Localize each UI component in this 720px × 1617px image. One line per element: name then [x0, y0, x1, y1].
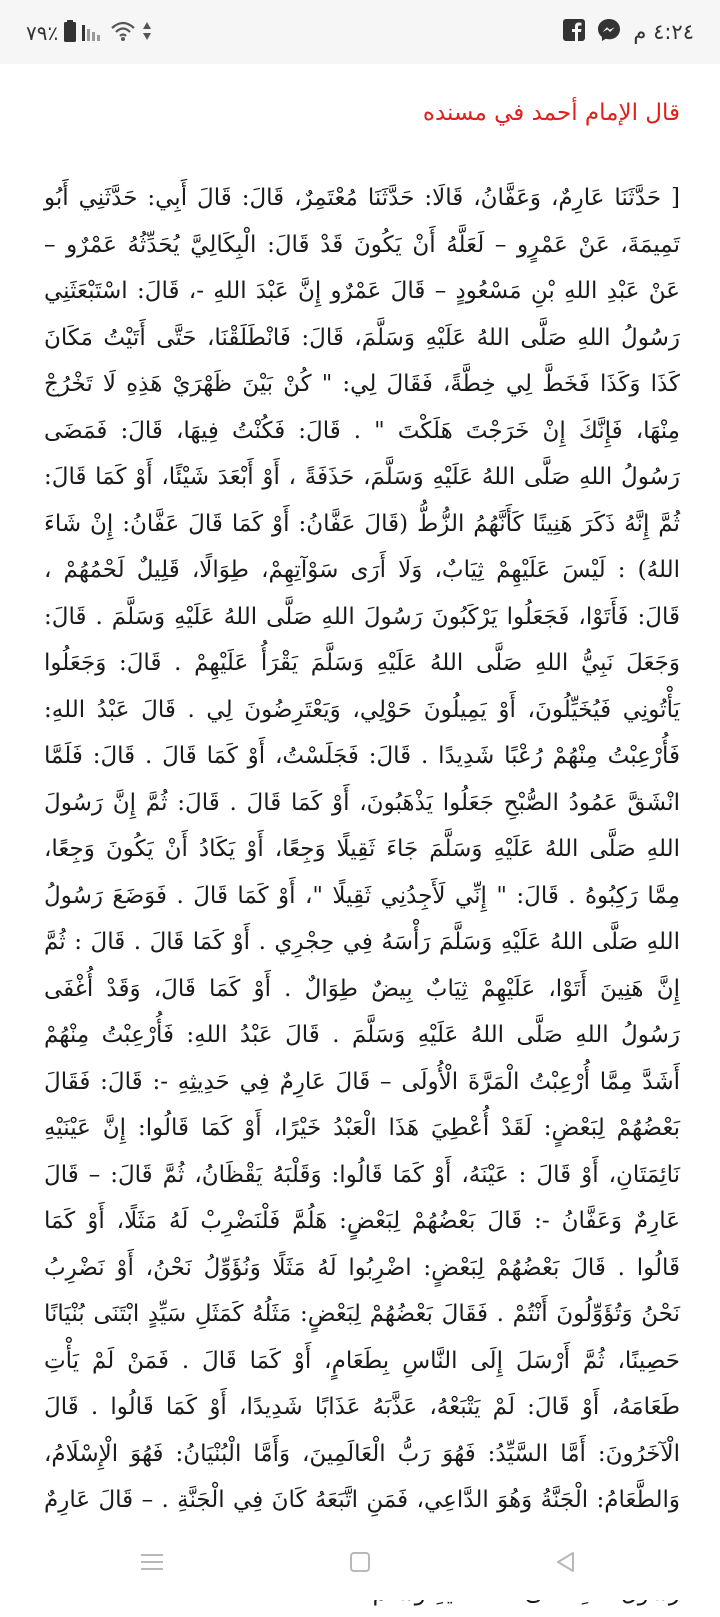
- page-title: قال الإمام أحمد في مسنده: [423, 100, 680, 126]
- battery-percentage: ٧٩٪: [26, 21, 58, 45]
- status-bar: [0, 0, 720, 64]
- data-arrows-icon: [142, 20, 152, 47]
- signal-icon: [82, 21, 104, 46]
- status-icons: [26, 20, 152, 46]
- status-right: [563, 18, 694, 46]
- navigation-bar: [0, 1524, 720, 1600]
- home-icon[interactable]: [340, 1542, 380, 1582]
- hadith-text: [ حَدَّثَنَا عَارِمٌ، وَعَفَّانُ، قَالَا: حَدَّثَنَا مُعْتَمِرٌ، قَالَ: قَالَ أَبِي: حَدَّثَنِي أَبُو تَمِيمَةَ، عَنْ عَمْرٍو – لَعَلَّهُ أَنْ يَكُونَ قَدْ قَالَ: الْبِكَالِيَّ يُحَدِّثُهُ عَمْرٌو – عَنْ عَبْدِ اللهِ بْنِ مَسْعُودٍ – قَالَ عَمْرٌو إِنَّ عَبْدَ اللهِ -، قَالَ: اسْتَبْعَثَنِي رَسُولُ اللهِ صَلَّى اللهُ عَلَيْهِ وَسَلَّمَ، قَالَ: فَانْطَلَقْنَا، حَتَّى أَتَيْتُ مَكَانَ كَذَا وَكَذَا فَخَطَّ لِي خِطَّةً، فَقَالَ لِي: " كُنْ بَيْنَ ظَهْرَيْ هَذِهِ لَا تَخْرُجْ مِنْهَا، فَإِنَّكَ إِنْ خَرَجْتَ هَلَكْتَ " . قَالَ: فَكُنْتُ فِيهَا، قَالَ: فَمَضَى رَسُولُ اللهِ صَلَّى اللهُ عَلَيْهِ وَسَلَّمَ، حَذَفَةً ، أَوْ أَبْعَدَ شَيْئًا، أَوْ كَمَا قَالَ: ثُمَّ إِنَّهُ ذَكَرَ هَنِينًا كَأَنَّهُمُ الزُّطُّ (قَالَ عَفَّانُ: أَوْ كَمَا قَالَ عَفَّانُ: إِنْ شَاءَ اللهُ) : لَيْسَ عَلَيْهِمْ ثِيَابٌ، وَلَا أَرَى سَوْآتِهِمْ، طِوَالًا، قَلِيلٌ لَحْمُهُمْ ، قَالَ: فَأَتَوْا، فَجَعَلُوا يَرْكَبُونَ رَسُولَ اللهِ صَلَّى اللهُ عَلَيْهِ وَسَلَّمَ . قَالَ: وَجَعَلَ نَبِيُّ اللهِ صَلَّى اللهُ عَلَيْهِ وَسَلَّمَ يَقْرَأُ عَلَيْهِمْ . قَالَ: وَجَعَلُوا يَأْتُونِي فَيُخَيِّلُونَ، أَوْ يَمِيلُونَ حَوْلِي، وَيَعْتَرِضُونَ لِي . قَالَ عَبْدُ اللهِ: فَأُرْعِبْتُ مِنْهُمْ رُعْبًا شَدِيدًا . قَالَ: فَجَلَسْتُ، أَوْ كَمَا قَالَ . قَالَ: فَلَمَّا انْشَقَّ عَمُودُ الصُّبْحِ جَعَلُوا يَذْهَبُونَ، أَوْ كَمَا قَالَ . قَالَ: ثُمَّ إِنَّ رَسُولَ اللهِ صَلَّى اللهُ عَلَيْهِ وَسَلَّمَ جَاءَ ثَقِيلًا وَجِعًا، أَوْ يَكَادُ أَنْ يَكُونَ وَجِعًا، مِمَّا رَكِبُوهُ . قَالَ: " إِنِّي لَأَجِدُنِي ثَقِيلًا "، أَوْ كَمَا قَالَ . فَوَضَعَ رَسُولُ اللهِ صَلَّى اللهُ عَلَيْهِ وَسَلَّمَ رَأْسَهُ فِي حِجْرِي . أَوْ كَمَا قَالَ . قَالَ : ثُمَّ إِنَّ هَنِينَ أَتَوْا، عَلَيْهِمْ ثِيَابٌ بِيضٌ طِوَالٌ . أَوْ كَمَا قَالَ، وَقَدْ أُغْفَى رَسُولُ اللهِ صَلَّى اللهُ عَلَيْهِ وَسَلَّمَ . قَالَ عَبْدُ اللهِ: فَأُرْعِبْتُ مِنْهُمْ أَشَدَّ مِمَّا أُرْعِبْتُ الْمَرَّةَ الْأُولَى – قَالَ عَارِمٌ فِي حَدِيثِهِ -: قَالَ: فَقَالَ بَعْضُهُمْ لِبَعْضٍ: لَقَدْ أُعْطِيَ هَذَا الْعَبْدُ خَيْرًا، أَوْ كَمَا قَالُوا: إِنَّ عَيْنَيْهِ نَائِمَتَانِ، أَوْ قَالَ : عَيْنَهُ، أَوْ كَمَا قَالُوا: وَقَلْبَهُ يَقْظَانُ، ثُمَّ قَالَ: – قَالَ عَارِمٌ وَعَفَّانُ -: قَالَ بَعْضُهُمْ لِبَعْضٍ: هَلُمَّ فَلْنَضْرِبْ لَهُ مَثَلًا، أَوْ كَمَا قَالُوا . قَالَ بَعْضُهُمْ لِبَعْضٍ: اضْرِبُوا لَهُ مَثَلًا وَنُؤَوِّلُ نَحْنُ، أَوْ نَضْرِبُ نَحْنُ وَتُؤَوِّلُونَ أَنْتُمْ . فَقَالَ بَعْضُهُمْ لِبَعْضٍ: مَثَلُهُ كَمَثَلِ سَيِّدٍ ابْتَنَى بُنْيَانًا حَصِينًا، ثُمَّ أَرْسَلَ إِلَى النَّاسِ بِطَعَامٍ، أَوْ كَمَا قَالَ . فَمَنْ لَمْ يَأْتِ طَعَامَهُ، أَوْ قَالَ: لَمْ يَتْبَعْهُ، عَذَّبَهُ عَذَابًا شَدِيدًا، أَوْ كَمَا قَالُوا . قَالَ الْآخَرُونَ: أَمَّا السَّيِّدُ: فَهُوَ رَبُّ الْعَالَمِينَ، وَأَمَّا الْبُنْيَانُ: فَهُوَ الْإِسْلَامُ، وَالطَّعَامُ: الْجَنَّةُ وَهُوَ الدَّاعِي، فَمَنِ اتَّبَعَهُ كَانَ فِي الْجَنَّةِ . – قَالَ عَارِمٌ: [44, 175, 680, 1617]
- facebook-icon: [563, 19, 585, 45]
- wifi-icon: [110, 20, 136, 47]
- clock: ٤:٢٤ م: [633, 20, 694, 44]
- battery-icon: [64, 20, 76, 47]
- article-view[interactable]: [0, 64, 720, 1524]
- messenger-icon: [597, 18, 621, 46]
- menu-icon[interactable]: [132, 1542, 172, 1582]
- back-icon[interactable]: [546, 1542, 586, 1582]
